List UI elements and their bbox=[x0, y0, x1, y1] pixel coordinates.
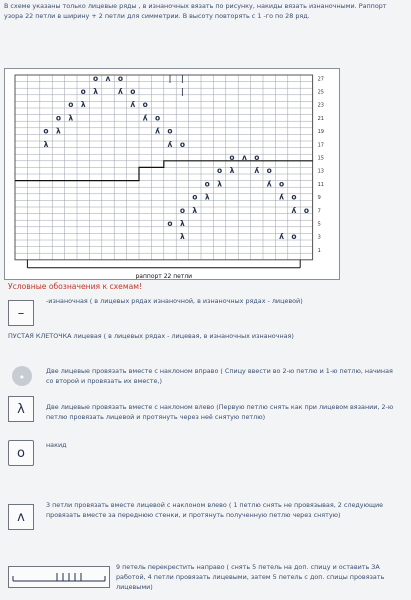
chart-symbol: ʎ bbox=[167, 139, 173, 149]
chart-symbol: o bbox=[217, 166, 223, 176]
row-number-label: 17 bbox=[317, 142, 324, 149]
chart-symbol: o bbox=[291, 232, 297, 242]
legend-k3tog-text: 3 петли провязать вместе лицевой с наклоном влево ( 1 петлю снять не провязывая, 2 следующие провязать вместе за переднюю стенки, и протянуть полученную петлю через снятую) bbox=[46, 501, 384, 519]
cable-cross-drawing bbox=[9, 567, 109, 587]
chart-symbol: λ bbox=[56, 126, 61, 136]
chart-symbol: ʎ bbox=[291, 205, 297, 215]
chart-symbol: o bbox=[179, 139, 185, 149]
legend-purl-text: -изнаночная ( в лицевых рядах изнаночной, в изнаночных рядах - лицевой) bbox=[46, 297, 303, 305]
chart-symbol: o bbox=[68, 100, 74, 110]
chart-symbol: o bbox=[254, 153, 260, 163]
row-number-label: 23 bbox=[317, 102, 324, 109]
chart-symbol: o bbox=[266, 166, 272, 176]
chart-symbol: ʎ bbox=[279, 232, 285, 242]
legend-k2tog-left-text: Две лицевые провязать вместе с наклоном влево (Первую петлю снять как при лицевом вязании, 2-ю петлю провязать лицевой и протянуть через неё снятую петлю) bbox=[46, 403, 394, 421]
chart-symbol: λ bbox=[192, 205, 198, 215]
row-number-label: 7 bbox=[317, 208, 321, 215]
chart-symbol: ʎ bbox=[254, 166, 260, 176]
row-number-label: 13 bbox=[317, 168, 324, 175]
chart-symbol: ʎ bbox=[279, 192, 285, 202]
legend-cable-text: 9 петель перекрестить направо ( снять 5 петель на доп. спицу и оставить ЗА работой, 4 петли провязать лицевыми, затем 5 петель с доп. спицы провязать лицевыми) bbox=[116, 563, 385, 591]
chart-svg bbox=[5, 69, 339, 279]
chart-symbol: o bbox=[142, 100, 148, 110]
cable-cross-symbol-icon bbox=[8, 566, 110, 588]
chart-symbol: o bbox=[130, 87, 136, 97]
row-number-label: 19 bbox=[317, 129, 324, 136]
chart-symbol: o bbox=[93, 73, 99, 83]
chart-symbol: o bbox=[204, 179, 210, 189]
chart-symbol: λ bbox=[43, 139, 49, 149]
k2tog-left-symbol-glyph: λ bbox=[17, 401, 25, 417]
intro-text: В схеме указаны только лицевые ряды , в изнаночных вязать по рисунку, накиды вязать изнаночными. Раппорт узора 22 петли в ширину + 2 петли для симметрии. В высоту повторять с 1 -го по 28 ряд. bbox=[4, 2, 387, 20]
chart-symbol: o bbox=[279, 179, 285, 189]
chart-symbol: ʎ bbox=[142, 113, 148, 123]
chart-symbol: λ bbox=[229, 166, 235, 176]
chart-symbol: λ bbox=[180, 219, 185, 229]
chart-symbol: o bbox=[117, 73, 123, 83]
chart-symbol: λ bbox=[68, 113, 74, 123]
chart-symbol: λ bbox=[217, 179, 222, 189]
row-number-label: 11 bbox=[317, 181, 324, 188]
row-number-label: 3 bbox=[317, 234, 321, 241]
knitting-chart bbox=[4, 68, 340, 280]
legend-yarn-over-text: накид bbox=[46, 441, 67, 449]
k3tog-symbol-icon bbox=[8, 504, 34, 530]
chart-symbol: ʎ bbox=[130, 100, 136, 110]
k3tog-symbol-glyph: ʌ bbox=[17, 509, 25, 525]
chart-symbol: | bbox=[181, 87, 184, 97]
row-number-label: 15 bbox=[317, 155, 324, 162]
yarn-over-symbol-icon bbox=[8, 440, 34, 466]
row-number-label: 1 bbox=[317, 247, 321, 254]
row-number-label: 27 bbox=[317, 76, 324, 83]
chart-symbol: o bbox=[80, 87, 86, 97]
legend-k2tog-right-text: Две лицевые провязать вместе с наклоном вправо ( Спицу ввести во 2-ю петлю и 1-ю петлю, начиная со второй и провязать их вместе,) bbox=[46, 367, 393, 385]
chart-symbol: o bbox=[167, 219, 173, 229]
purl-symbol-icon bbox=[8, 300, 34, 326]
row-number-label: 5 bbox=[317, 221, 321, 228]
logo-badge-icon: ● bbox=[12, 366, 32, 386]
chart-symbol: ʎ bbox=[155, 126, 161, 136]
yarn-over-symbol-glyph: o bbox=[17, 445, 25, 461]
purl-symbol-glyph: – bbox=[17, 305, 25, 321]
chart-symbol: o bbox=[179, 205, 185, 215]
chart-symbol: ʌ bbox=[241, 153, 247, 163]
row-number-label: 9 bbox=[317, 195, 321, 202]
chart-symbol: λ bbox=[204, 192, 210, 202]
chart-symbol: o bbox=[43, 126, 49, 136]
chart-symbol: o bbox=[303, 205, 309, 215]
rapport-label: раппорт 22 петли bbox=[135, 272, 193, 279]
chart-symbol: λ bbox=[80, 100, 86, 110]
chart-symbol: λ bbox=[93, 87, 98, 97]
k2tog-left-symbol-icon bbox=[8, 396, 34, 422]
chart-symbol: o bbox=[192, 192, 198, 202]
chart-symbol: ʎ bbox=[266, 179, 272, 189]
chart-symbol: o bbox=[55, 113, 61, 123]
chart-symbol: o bbox=[291, 192, 297, 202]
chart-symbol: o bbox=[155, 113, 161, 123]
row-number-label: 25 bbox=[317, 89, 324, 96]
chart-symbol: | bbox=[181, 73, 184, 83]
chart-symbol: o bbox=[229, 153, 235, 163]
chart-symbol: λ bbox=[180, 232, 185, 242]
chart-symbol: ʌ bbox=[105, 73, 111, 83]
row-number-label: 21 bbox=[317, 115, 324, 122]
chart-symbol: ʎ bbox=[117, 87, 123, 97]
chart-symbol: | bbox=[168, 73, 172, 83]
legend-empty-cell-text: ПУСТАЯ КЛЕТОЧКА лицевая ( в лицевых рядах - лицевая, в изнаночных изнаночная) bbox=[8, 332, 294, 340]
chart-symbol: o bbox=[167, 126, 173, 136]
legend-title: Условные обозначения к схемам! bbox=[8, 282, 142, 291]
